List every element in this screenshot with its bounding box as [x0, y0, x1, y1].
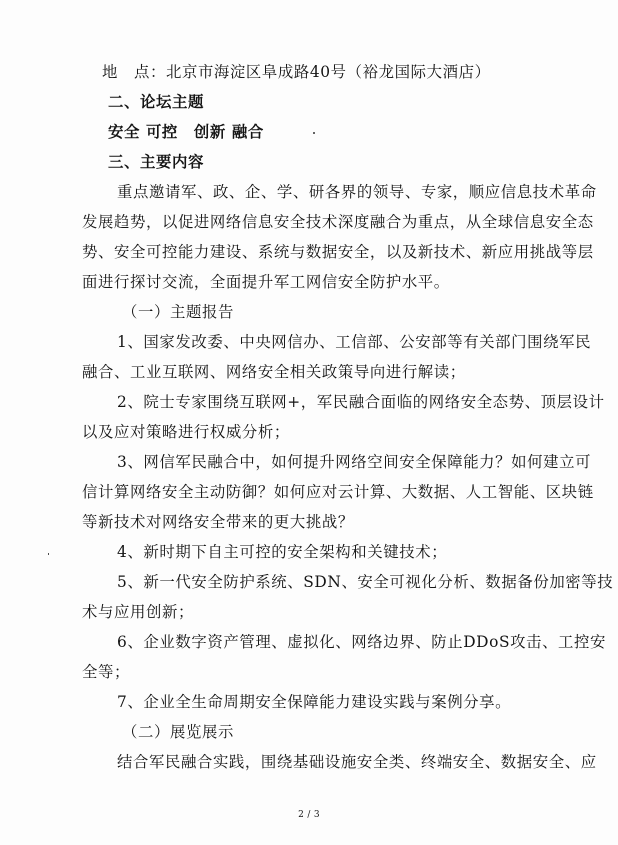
report-item-line: 术与应用创新； [82, 603, 194, 621]
report-item-line: 等新技术对网络安全带来的更大挑战？ [82, 513, 354, 531]
forum-theme-text: 安全 可控 创新 融合 [108, 123, 264, 141]
report-item-line: 融合、工业互联网、网络安全相关政策导向进行解读； [82, 363, 466, 381]
subsection-heading-keynote: （一）主题报告 [122, 303, 234, 321]
subsection-heading-exhibition: （二）展览展示 [122, 723, 234, 741]
intro-paragraph-line: 重点邀请军、政、企、学、研各界的领导、专家，顺应信息技术革命 [117, 183, 597, 201]
report-item-line: 以及应对策略进行权威分析； [82, 423, 290, 441]
report-item-line: 5、新一代安全防护系统、SDN、安全可视化分析、数据备份加密等技 [117, 573, 614, 591]
scan-speck [313, 132, 315, 134]
venue-address: 地 点：北京市海淀区阜成路40号（裕龙国际大酒店） [102, 63, 491, 81]
report-item-line: 1、国家发改委、中央网信办、工信部、公安部等有关部门围绕军民 [117, 333, 592, 351]
scan-speck [48, 553, 49, 555]
report-item-line: 2、院士专家围绕互联网+，军民融合面临的网络安全态势、顶层设计 [117, 393, 605, 411]
report-item-line: 3、网信军民融合中，如何提升网络空间安全保障能力？如何建立可 [117, 453, 592, 471]
section-heading-forum-theme: 二、论坛主题 [108, 93, 204, 111]
intro-paragraph-line: 势、安全可控能力建设、系统与数据安全，以及新技术、新应用挑战等层 [82, 243, 594, 261]
report-item-line: 7、企业全生命周期安全保障能力建设实践与案例分享。 [117, 693, 512, 711]
report-item-line: 4、新时期下自主可控的安全架构和关键技术； [117, 543, 448, 561]
intro-paragraph-line: 面进行探讨交流，全面提升军工网信安全防护水平。 [82, 273, 450, 291]
exhibition-paragraph-line: 结合军民融合实践，围绕基础设施安全类、终端安全、数据安全、应 [117, 753, 597, 771]
report-item-line: 6、企业数字资产管理、虚拟化、网络边界、防止DDoS攻击、工控安 [117, 633, 607, 651]
report-item-line: 信计算网络安全主动防御？如何应对云计算、大数据、人工智能、区块链 [82, 483, 594, 501]
intro-paragraph-line: 发展趋势，以促进网络信息安全技术深度融合为重点，从全球信息安全态 [82, 213, 594, 231]
report-item-line: 全等； [82, 663, 130, 681]
page-number: 2 / 3 [298, 810, 320, 820]
section-heading-main-content: 三、主要内容 [108, 153, 204, 171]
